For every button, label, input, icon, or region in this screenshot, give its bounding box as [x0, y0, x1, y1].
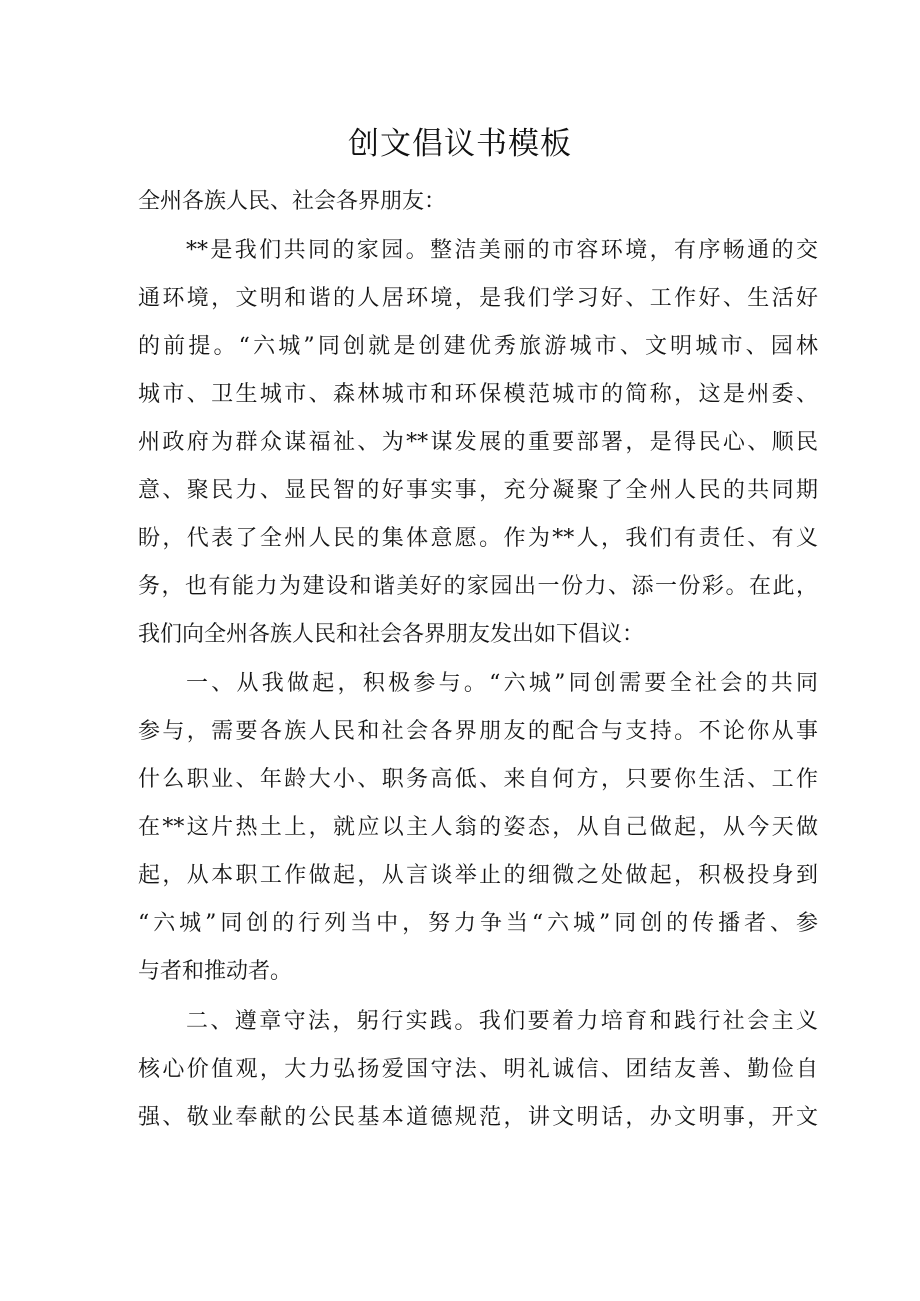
paragraph-1-line-1: **是我们共同的家园。整洁美丽的市容环境，有序畅通的交	[186, 238, 818, 263]
paragraph-1-line-4: 城市、卫生城市、森林城市和环保模范城市的简称，这是州委、	[138, 382, 818, 407]
paragraph-1-line-9: 我们向全州各族人民和社会各界朋友发出如下倡议：	[138, 622, 645, 647]
paragraph-1-line-3: 的前提。“六城”同创就是创建优秀旅游城市、文明城市、园林	[138, 334, 818, 359]
proposal-1-line-6: “六城”同创的行列当中，努力争当“六城”同创的传播者、参	[138, 911, 818, 936]
paragraph-1-line-5: 州政府为群众谋福祉、为**谋发展的重要部署，是得民心、顺民	[138, 430, 818, 455]
proposal-1-line-5: 起，从本职工作做起，从言谈举止的细微之处做起，积极投身到	[138, 863, 818, 888]
proposal-1-line-3: 什么职业、年龄大小、职务高低、来自何方，只要你生活、工作	[138, 767, 818, 792]
paragraph-1-line-7: 盼，代表了全州人民的集体意愿。作为**人，我们有责任、有义	[138, 526, 818, 551]
paragraph-1-line-2: 通环境，文明和谐的人居环境，是我们学习好、工作好、生活好	[138, 286, 818, 311]
proposal-2-line-3: 强、敬业奉献的公民基本道德规范，讲文明话，办文明事，开文	[138, 1105, 818, 1130]
proposal-1-line-2: 参与，需要各族人民和社会各界朋友的配合与支持。不论你从事	[138, 719, 818, 744]
proposal-1-line-7: 与者和推动者。	[138, 959, 293, 984]
proposal-2-line-2: 核心价值观，大力弘扬爱国守法、明礼诚信、团结友善、勤俭自	[138, 1057, 818, 1082]
document-title: 创文倡议书模板	[348, 126, 572, 162]
proposal-2-line-1: 二、遵章守法，躬行实践。我们要着力培育和践行社会主义	[186, 1009, 818, 1034]
proposal-1-line-1: 一、从我做起，积极参与。“六城”同创需要全社会的共同	[186, 671, 818, 696]
salutation-line: 全州各族人民、社会各界朋友：	[138, 189, 447, 214]
proposal-1-line-4: 在**这片热土上，就应以主人翁的姿态，从自己做起，从今天做	[138, 815, 818, 840]
paragraph-1-line-8: 务，也有能力为建设和谐美好的家园出一份力、添一份彩。在此，	[138, 574, 818, 599]
paragraph-1-line-6: 意、聚民力、显民智的好事实事，充分凝聚了全州人民的共同期	[138, 478, 818, 503]
